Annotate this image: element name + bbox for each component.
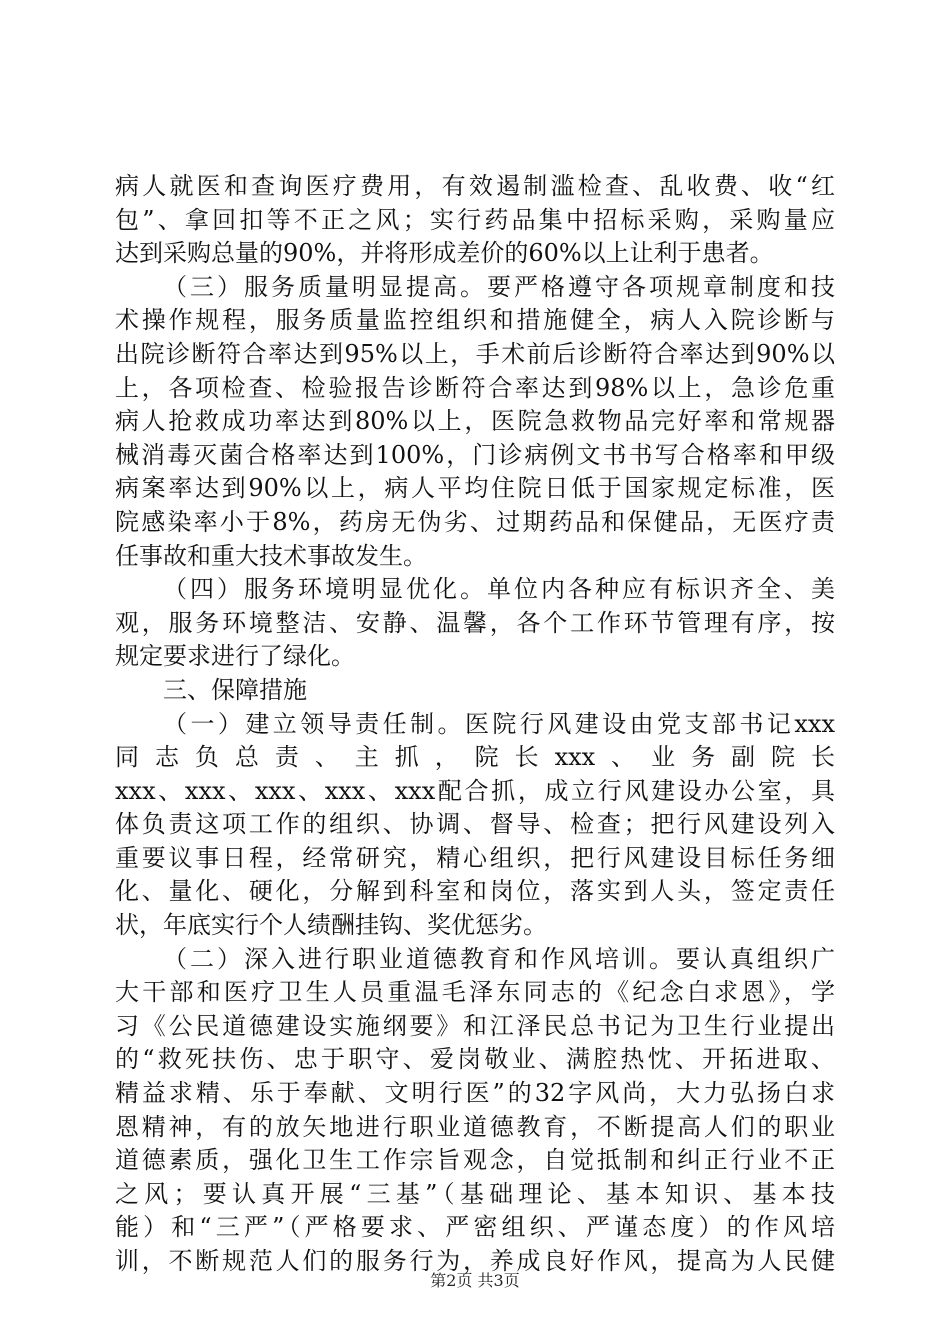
text-line: 上，各项检查、检验报告诊断符合率达到98%以上，急诊危重 — [115, 373, 835, 402]
section-heading: 三、保障措施 — [163, 675, 307, 704]
document-body — [115, 170, 835, 1279]
text-line: 之风；要认真开展“三基”（基础理论、基本知识、基本技 — [115, 1179, 835, 1208]
text-line: 能）和“三严”（严格要求、严密组织、严谨态度）的作风培 — [115, 1213, 835, 1242]
text-line: 病人抢救成功率达到80%以上，医院急救物品完好率和常规器 — [115, 407, 835, 436]
text-line: 的“救死扶伤、忠于职守、爱岗敬业、满腔热忱、开拓进取、 — [115, 1045, 835, 1074]
text-line: 包”、拿回扣等不正之风；实行药品集中招标采购，采购量应 — [115, 205, 835, 234]
paragraph-first-line: （一）建立领导责任制。医院行风建设由党支部书记xxx — [163, 709, 835, 738]
page-footer: 第2页 共3页 — [430, 1271, 520, 1290]
paragraph-first-line: （二）深入进行职业道德教育和作风培训。要认真组织广 — [163, 944, 835, 973]
text-line: 体负责这项工作的组织、协调、督导、检查；把行风建设列入 — [115, 810, 835, 839]
text-line: 恩精神，有的放矢地进行职业道德教育，不断提高人们的职业 — [115, 1112, 835, 1141]
text-line: 出院诊断符合率达到95%以上，手术前后诊断符合率达到90%以 — [115, 339, 835, 368]
text-line: 院感染率小于8%，药房无伪劣、过期药品和保健品，无医疗责 — [115, 507, 835, 536]
text-line: 病人就医和查询医疗费用，有效遏制滥检查、乱收费、收“红 — [115, 172, 835, 200]
paragraph-first-line: （三）服务质量明显提高。要严格遵守各项规章制度和技 — [163, 272, 835, 301]
text-line: 道德素质，强化卫生工作宗旨观念，自觉抵制和纠正行业不正 — [115, 1146, 835, 1175]
text-line: 状，年底实行个人绩酬挂钩、奖优惩劣。 — [115, 911, 547, 940]
text-line: 达到采购总量的90%，并将形成差价的60%以上让利于患者。 — [115, 239, 774, 268]
text-line: 病案率达到90%以上，病人平均住院日低于国家规定标准，医 — [115, 474, 835, 503]
text-line: 械消毒灭菌合格率达到100%，门诊病例文书书写合格率和甲级 — [115, 440, 835, 469]
text-line: 重要议事日程，经常研究，精心组织，把行风建设目标任务细 — [115, 843, 835, 872]
text-line: 任事故和重大技术事故发生。 — [115, 541, 427, 570]
text-line: 化、量化、硬化，分解到科室和岗位，落实到人头，签定责任 — [115, 877, 835, 906]
text-line: 术操作规程，服务质量监控组织和措施健全，病人入院诊断与 — [115, 306, 835, 335]
text-line: 大干部和医疗卫生人员重温毛泽东同志的《纪念白求恩》，学 — [115, 978, 835, 1007]
text-line: 习《公民道德建设实施纲要》和江泽民总书记为卫生行业提出 — [115, 1011, 835, 1040]
paragraph-first-line: （四）服务环境明显优化。单位内各种应有标识齐全、美 — [163, 575, 835, 604]
text-line: 同志负总责、主抓，院长xxx、业务副院长 — [115, 743, 835, 772]
text-line: xxx、xxx、xxx、xxx、xxx配合抓，成立行风建设办公室，具 — [115, 776, 835, 805]
text-line: 精益求精、乐于奉献、文明行医”的32字风尚，大力弘扬白求 — [115, 1079, 835, 1108]
text-line: 观，服务环境整洁、安静、温馨，各个工作环节管理有序，按 — [115, 608, 835, 637]
text-line: 规定要求进行了绿化。 — [115, 642, 355, 671]
text-line: 训，不断规范人们的服务行为，养成良好作风，提高为人民健 — [115, 1247, 835, 1275]
